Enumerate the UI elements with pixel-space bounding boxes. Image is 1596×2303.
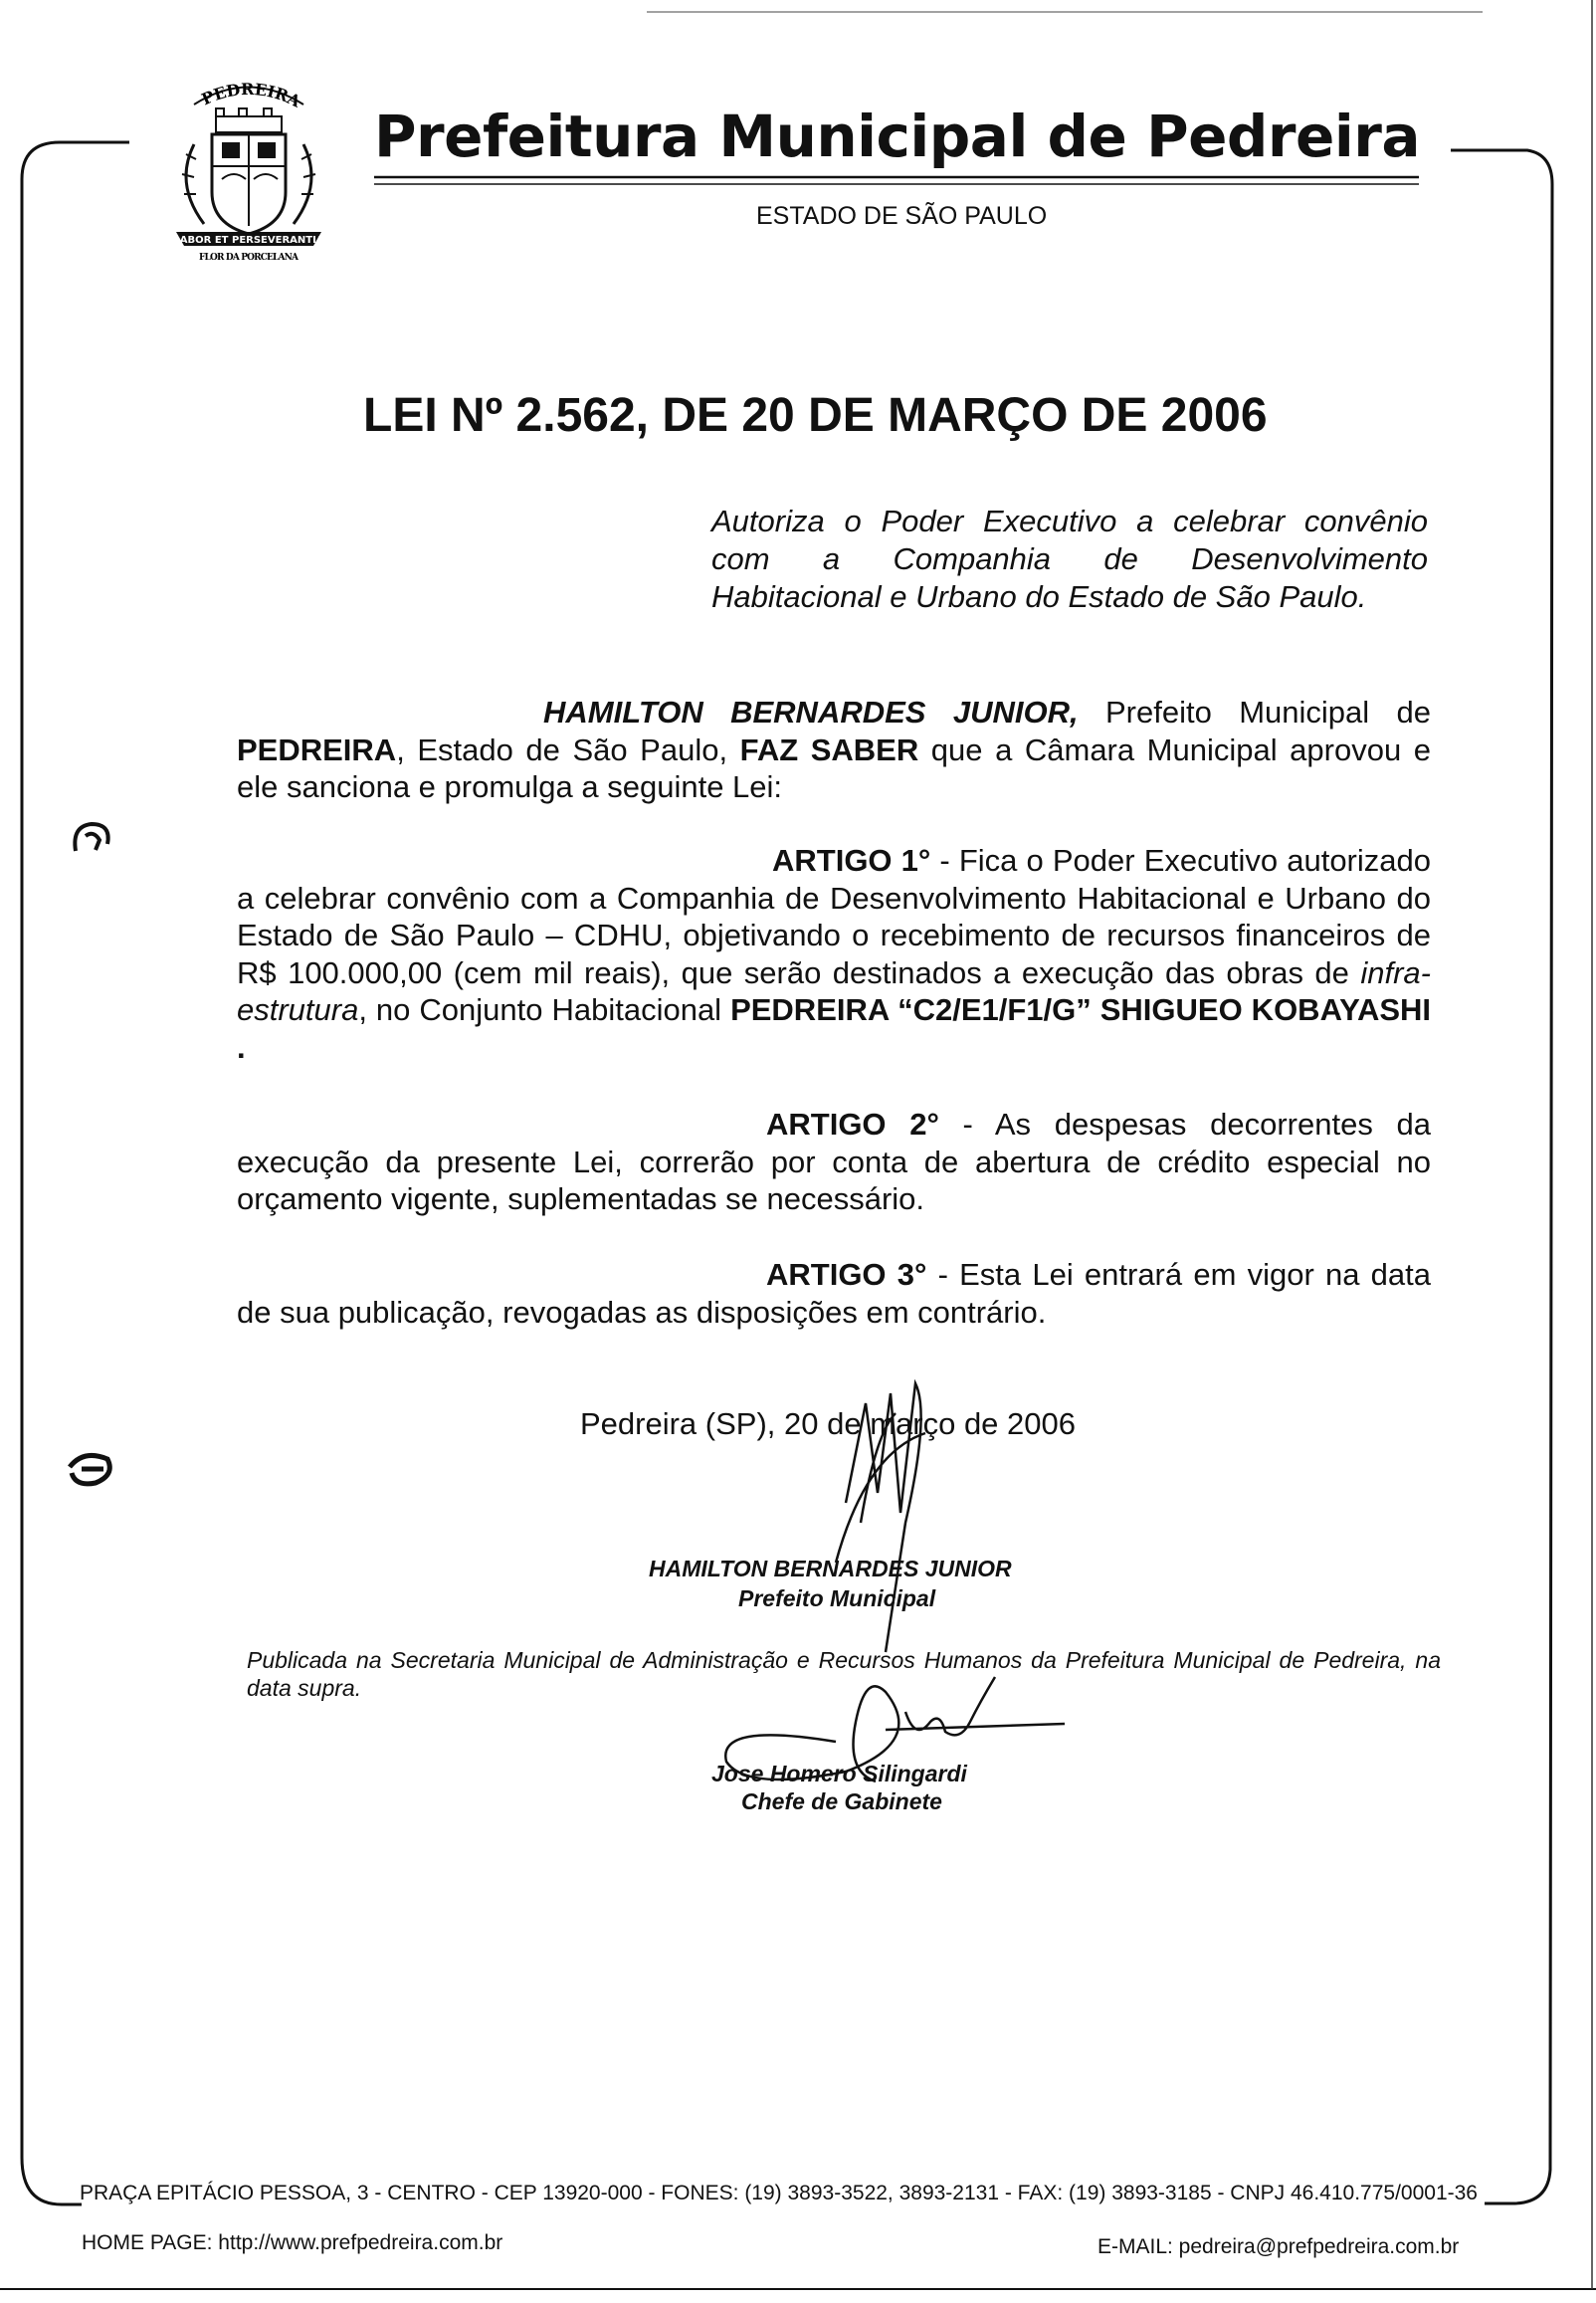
article-2-label: ARTIGO 2° [766, 1107, 939, 1142]
mayor-signature [806, 1373, 975, 1662]
city-name: PEDREIRA [237, 732, 397, 767]
margin-mark [68, 816, 117, 866]
law-title: LEI Nº 2.562, DE 20 DE MARÇO DE 2006 [363, 389, 1268, 442]
svg-text:PEDREIRA: PEDREIRA [198, 79, 304, 111]
footer-email: E-MAIL: pedreira@prefpedreira.com.br [1097, 2235, 1460, 2258]
footer-home-page: HOME PAGE: http://www.prefpedreira.com.br [82, 2231, 503, 2254]
article-2-paragraph: ARTIGO 2° - As despesas decorrentes da execução da presente Lei, correrão por conta de abertura de crédito especial no orçamento vigente, suplementadas se necessário. [237, 1107, 1431, 1216]
secretary-signature-name: Jose Homero Silingardi [711, 1761, 967, 1786]
faz-saber: FAZ SABER [739, 732, 919, 767]
coat-of-arms-crest [164, 75, 333, 279]
article-1-label: ARTIGO 1° [772, 843, 931, 878]
mayor-name: HAMILTON BERNARDES JUNIOR, [543, 695, 1079, 730]
footer-address: PRAÇA EPITÁCIO PESSOA, 3 - CENTRO - CEP 13920-000 - FONES: (19) 3893-3522, 3893-2131 - FAX: (19) 3893-3185 - CNPJ 46.410.775/0001-36 [80, 2182, 1478, 2204]
article-3-label: ARTIGO 3° [766, 1257, 927, 1292]
header-title: Prefeitura Municipal de Pedreira [374, 103, 1420, 170]
article-1-paragraph: ARTIGO 1° - Fica o Poder Executivo autorizado a celebrar convênio com a Companhia de Desenvolvimento Habitacional e Urbano do Estado de São Paulo – CDHU, objetivando o recebimento de recursos financeiros de R$ 100.000,00 (cem mil reais), que serão destinados a execução das obras de infra-estrutura, no Conjunto Habitacional PEDREIRA “C2/E1/F1/G” SHIGUEO KOBAYASHI . [237, 843, 1432, 1065]
mayor-signature-role: Prefeito Municipal [738, 1585, 936, 1611]
svg-text:LABOR ET PERSEVERANTIA: LABOR ET PERSEVERANTIA [173, 235, 324, 246]
place-date: Pedreira (SP), 20 de março de 2006 [580, 1406, 1076, 1441]
law-ementa: Autoriza o Poder Executivo a celebrar convênio com a Companhia de Desenvolvimento Habitacional e Urbano do Estado de São Paulo. [711, 504, 1428, 614]
secretary-signature-role: Chefe de Gabinete [741, 1788, 942, 1814]
svg-text:FLOR DA PORCELANA: FLOR DA PORCELANA [199, 253, 299, 263]
margin-mark [64, 1445, 119, 1495]
preamble-paragraph: HAMILTON BERNARDES JUNIOR, Prefeito Municipal de PEDREIRA, Estado de São Paulo, FAZ SABER que a Câmara Municipal aprovou e ele sanciona e promulga a seguinte Lei: [237, 695, 1432, 804]
header-subtitle: ESTADO DE SÃO PAULO [756, 202, 1048, 230]
mayor-signature-name: HAMILTON BERNARDES JUNIOR [649, 1556, 1012, 1581]
article-3-paragraph: ARTIGO 3° - Esta Lei entrará em vigor na data de sua publicação, revogadas as disposições em contrário. [237, 1257, 1431, 1330]
publication-note: Publicada na Secretaria Municipal de Administração e Recursos Humanos da Prefeitura Municipal de Pedreira, na data supra. [247, 1647, 1441, 1701]
